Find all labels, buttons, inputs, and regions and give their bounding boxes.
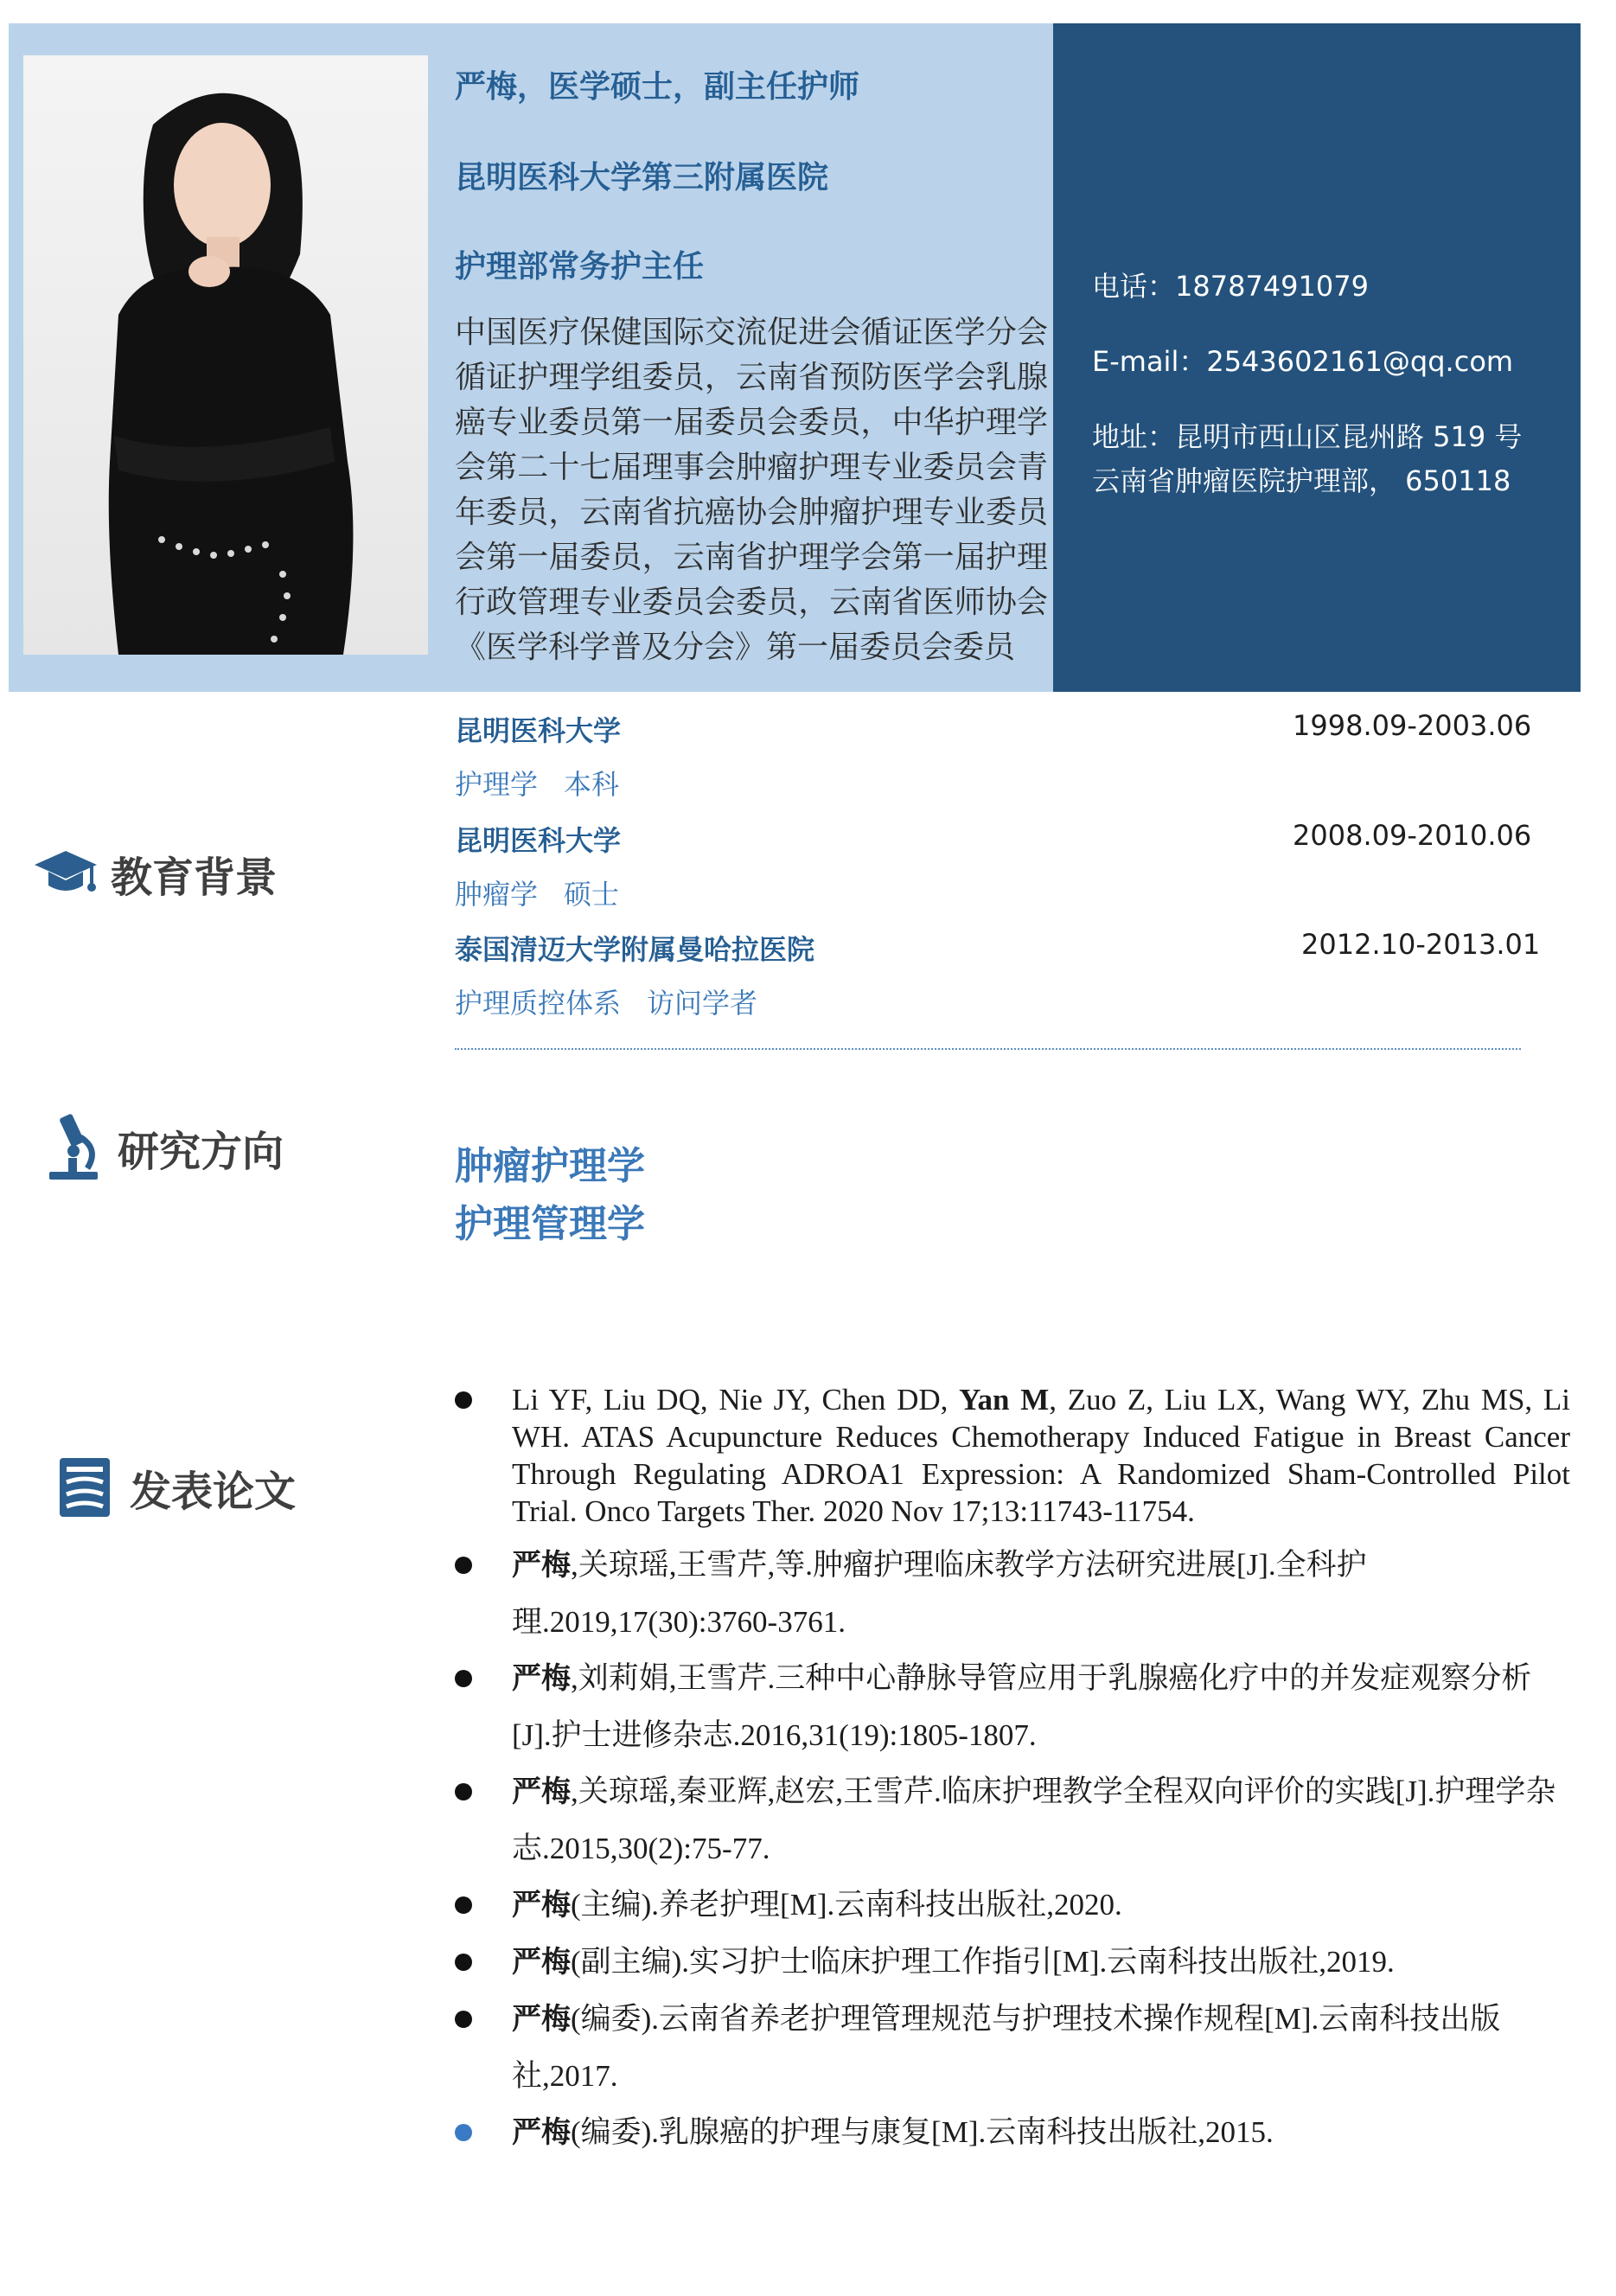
publication-text: , Zuo Z, Liu LX, Wang WY, Zhu MS, Li WH. ATAS Acupuncture Reduces Chemotherapy Induced Fatigue in Breast Cancer Through Regulating ADROA1 Expression: A Randomized Sham-Controlled Pilot Trial. Onco Targets Ther. 2020 Nov 17;13:11743-11754. [512, 1383, 1571, 1528]
portrait-image [23, 55, 428, 655]
publication-author: 严梅 [512, 1775, 571, 1809]
profile-header [9, 23, 1581, 692]
publication-author: 严梅 [512, 1945, 571, 1979]
education-date: 1998.09-2003.06 [1293, 709, 1532, 742]
publication-author: 严梅 [512, 1888, 571, 1922]
publication-list [455, 1381, 1570, 2161]
bullet-icon [455, 1670, 472, 1687]
publication-author: Yan M [959, 1383, 1050, 1417]
header-name-line: 严梅，医学硕士，副主任护师 [455, 69, 860, 105]
bullet-icon [455, 1391, 472, 1409]
publication-item [455, 1537, 1570, 1650]
education-major: 肿瘤学 [455, 878, 539, 911]
section-divider [455, 1048, 1521, 1050]
section-research-title: 研究方向 [118, 1127, 284, 1176]
education-major: 护理学 [455, 768, 539, 801]
research-item: 肿瘤护理学 [455, 1144, 645, 1188]
publication-text: (编委).乳腺癌的护理与康复[M].云南科技出版社,2015. [571, 2115, 1274, 2149]
education-major-degree [455, 873, 619, 912]
research-item: 护理管理学 [455, 1202, 645, 1246]
publication-item [455, 1991, 1570, 2104]
publication-item [455, 1650, 1570, 1763]
microscope-icon [38, 1113, 107, 1182]
publication-item [455, 1381, 1570, 1530]
contact-phone: 电话：18787491079 [1092, 270, 1369, 303]
contact-email: E-mail：2543602161@qq.com [1092, 345, 1514, 378]
section-research-label [38, 1113, 284, 1182]
education-date: 2008.09-2010.06 [1293, 819, 1532, 852]
research-list [455, 1137, 645, 1253]
header-bio: 中国医疗保健国际交流促进会循证医学分会循证护理学组委员，云南省预防医学会乳腺癌专业委员第一届委员会委员，中华护理学会第二十七届理事会肿瘤护理专业委员会青年委员，云南省抗癌协会肿瘤护理专业委员会第一届委员，云南省护理学会第一届护理行政管理专业委员会委员，云南省医师协会《医学科学普及分会》第一届委员会委员 [455, 315, 1048, 665]
section-education-title: 教育背景 [111, 853, 278, 902]
education-school: 昆明医科大学 [455, 714, 622, 747]
publication-text: (副主编).实习护士临床护理工作指引[M].云南科技出版社,2019. [571, 1945, 1395, 1979]
bullet-icon [455, 1954, 472, 1971]
education-date: 2012.10-2013.01 [1301, 928, 1541, 961]
publication-author: 严梅 [512, 1548, 571, 1583]
bullet-icon [455, 1896, 472, 1914]
bullet-icon [455, 1783, 472, 1800]
bullet-icon [455, 1557, 472, 1574]
section-publications-title: 发表论文 [130, 1467, 297, 1516]
bullet-icon [455, 2124, 472, 2141]
contact-address-line1: 地址：昆明市西山区昆州路 519 号 [1092, 420, 1523, 453]
education-school: 昆明医科大学 [455, 824, 622, 857]
education-school: 泰国清迈大学附属曼哈拉医院 [455, 933, 815, 966]
publication-item [455, 2104, 1570, 2161]
header-role: 护理部常务护主任 [455, 249, 705, 285]
profile-photo [23, 55, 428, 655]
education-degree: 本科 [564, 768, 620, 801]
publication-text: (主编).养老护理[M].云南科技出版社,2020. [571, 1888, 1122, 1922]
header-hospital: 昆明医科大学第三附属医院 [455, 160, 829, 195]
publication-text: ,关琼瑶,秦亚辉,赵宏,王雪芹.临床护理教学全程双向评价的实践[J].护理学杂志.2015,30(2):75-77. [512, 1775, 1556, 1865]
publication-text: Li YF, Liu DQ, Nie JY, Chen DD, [512, 1383, 960, 1417]
publication-author: 严梅 [512, 2115, 571, 2150]
publication-text: (编委).云南省养老护理管理规范与护理技术操作规程[M].云南科技出版社,2017. [512, 2002, 1501, 2093]
publication-text: ,刘莉娟,王雪芹.三种中心静脉导管应用于乳腺癌化疗中的并发症观察分析[J].护士进修杂志.2016,31(19):1805-1807. [512, 1661, 1532, 1752]
document-icon [50, 1453, 119, 1522]
section-publications-label [50, 1453, 296, 1522]
education-degree: 访问学者 [647, 987, 758, 1020]
publication-author: 严梅 [512, 1661, 571, 1696]
contact-address [1092, 415, 1522, 503]
bullet-icon [455, 2011, 472, 2028]
publication-text: ,关琼瑶,王雪芹,等.肿瘤护理临床教学方法研究进展[J].全科护理.2019,17(30):3760-3761. [512, 1548, 1367, 1639]
publication-item [455, 1763, 1570, 1877]
contact-address-line2: 云南省肿瘤医院护理部， 650118 [1092, 464, 1511, 497]
education-major-degree [455, 763, 619, 803]
graduation-cap-icon [31, 839, 100, 908]
education-major-degree [455, 982, 757, 1021]
education-major: 护理质控体系 [455, 987, 622, 1020]
publication-author: 严梅 [512, 2002, 571, 2037]
publication-item [455, 1934, 1570, 1991]
section-education-label [31, 839, 277, 908]
publication-item [455, 1877, 1570, 1934]
education-degree: 硕士 [564, 878, 620, 911]
